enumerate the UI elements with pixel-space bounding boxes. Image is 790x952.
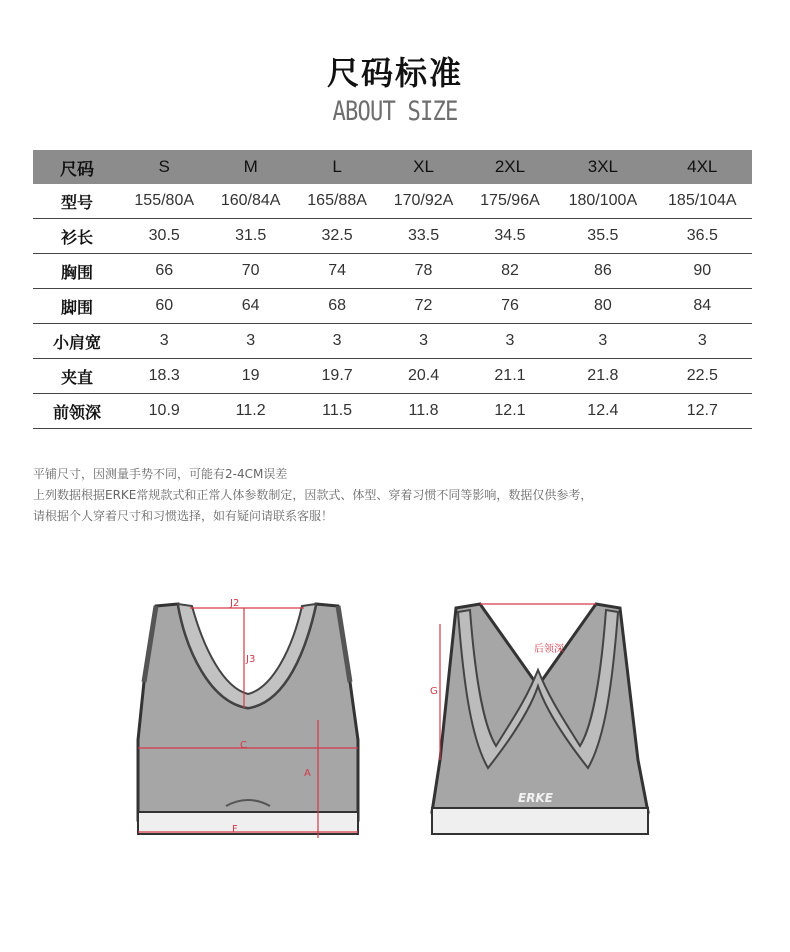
note-line: 上列数据根据ERKE常规款式和正常人体参数制定，因款式、体型、穿着习惯不同等影响，数据仅供参考，: [33, 488, 593, 502]
table-cell: 20.4: [380, 359, 466, 394]
table-row: [33, 359, 752, 394]
page-subtitle: ABOUT SIZE: [332, 96, 458, 127]
table-cell: 3: [467, 324, 553, 359]
row-label: 脚围: [33, 289, 121, 324]
table-cell: 74: [294, 254, 380, 289]
table-row: [33, 184, 752, 219]
table-cell: 165/88A: [294, 184, 380, 219]
row-label: 夹直: [33, 359, 121, 394]
table-cell: 80: [553, 289, 652, 324]
table-row: [33, 394, 752, 429]
table-header-cell: 2XL: [467, 150, 553, 184]
measurement-diagram: [120, 590, 680, 850]
table-cell: 30.5: [121, 219, 207, 254]
table-cell: 3: [207, 324, 293, 359]
table-cell: 34.5: [467, 219, 553, 254]
table-cell: 180/100A: [553, 184, 652, 219]
table-cell: 35.5: [553, 219, 652, 254]
label-a: A: [304, 768, 311, 779]
table-row: [33, 289, 752, 324]
erke-logo: ERKE: [518, 791, 553, 805]
row-label: 型号: [33, 184, 121, 219]
label-c: C: [240, 740, 247, 751]
table-cell: 170/92A: [380, 184, 466, 219]
size-notes: [33, 464, 592, 527]
table-cell: 78: [380, 254, 466, 289]
table-cell: 32.5: [294, 219, 380, 254]
label-g: G: [430, 686, 438, 697]
note-line: 平铺尺寸，因测量手势不同，可能有2-4CM误差: [33, 467, 288, 481]
table-cell: 19.7: [294, 359, 380, 394]
table-cell: 175/96A: [467, 184, 553, 219]
table-header-cell: 尺码: [33, 150, 121, 184]
label-j3: J3: [246, 654, 256, 665]
table-cell: 3: [121, 324, 207, 359]
table-cell: 84: [653, 289, 752, 324]
table-cell: 10.9: [121, 394, 207, 429]
front-bra-illustration: [138, 598, 358, 838]
table-header-cell: 3XL: [553, 150, 652, 184]
table-cell: 64: [207, 289, 293, 324]
table-row: [33, 219, 752, 254]
label-j2: J2: [230, 598, 240, 609]
table-cell: 72: [380, 289, 466, 324]
note-line: 请根据个人穿着尺寸和习惯选择，如有疑问请联系客服！: [33, 509, 334, 523]
table-cell: 160/84A: [207, 184, 293, 219]
table-cell: 31.5: [207, 219, 293, 254]
page-title: 尺码标准: [326, 54, 463, 92]
size-table: [33, 150, 752, 429]
label-back-neck: 后领深: [534, 644, 564, 655]
table-cell: 11.5: [294, 394, 380, 429]
table-header-cell: M: [207, 150, 293, 184]
table-cell: 18.3: [121, 359, 207, 394]
label-f: F: [232, 824, 238, 835]
table-header-cell: 4XL: [653, 150, 752, 184]
row-label: 前领深: [33, 394, 121, 429]
table-cell: 82: [467, 254, 553, 289]
table-cell: 66: [121, 254, 207, 289]
table-header-cell: S: [121, 150, 207, 184]
table-cell: 70: [207, 254, 293, 289]
table-cell: 185/104A: [653, 184, 752, 219]
table-cell: 36.5: [653, 219, 752, 254]
table-row: [33, 254, 752, 289]
table-cell: 12.7: [653, 394, 752, 429]
table-cell: 12.4: [553, 394, 652, 429]
row-label: 胸围: [33, 254, 121, 289]
table-cell: 3: [294, 324, 380, 359]
table-cell: 76: [467, 289, 553, 324]
row-label: 小肩宽: [33, 324, 121, 359]
table-row: [33, 324, 752, 359]
table-cell: 60: [121, 289, 207, 324]
table-cell: 3: [380, 324, 466, 359]
row-label: 衫长: [33, 219, 121, 254]
table-cell: 155/80A: [121, 184, 207, 219]
table-cell: 33.5: [380, 219, 466, 254]
table-cell: 22.5: [653, 359, 752, 394]
table-cell: 90: [653, 254, 752, 289]
table-cell: 86: [553, 254, 652, 289]
table-cell: 21.1: [467, 359, 553, 394]
table-cell: 3: [553, 324, 652, 359]
table-cell: 21.8: [553, 359, 652, 394]
table-header-cell: L: [294, 150, 380, 184]
table-cell: 19: [207, 359, 293, 394]
back-bra-illustration: [430, 604, 648, 834]
table-cell: 68: [294, 289, 380, 324]
table-cell: 3: [653, 324, 752, 359]
table-header-cell: XL: [380, 150, 466, 184]
table-cell: 12.1: [467, 394, 553, 429]
table-cell: 11.2: [207, 394, 293, 429]
table-cell: 11.8: [380, 394, 466, 429]
table-header-row: [33, 150, 752, 184]
